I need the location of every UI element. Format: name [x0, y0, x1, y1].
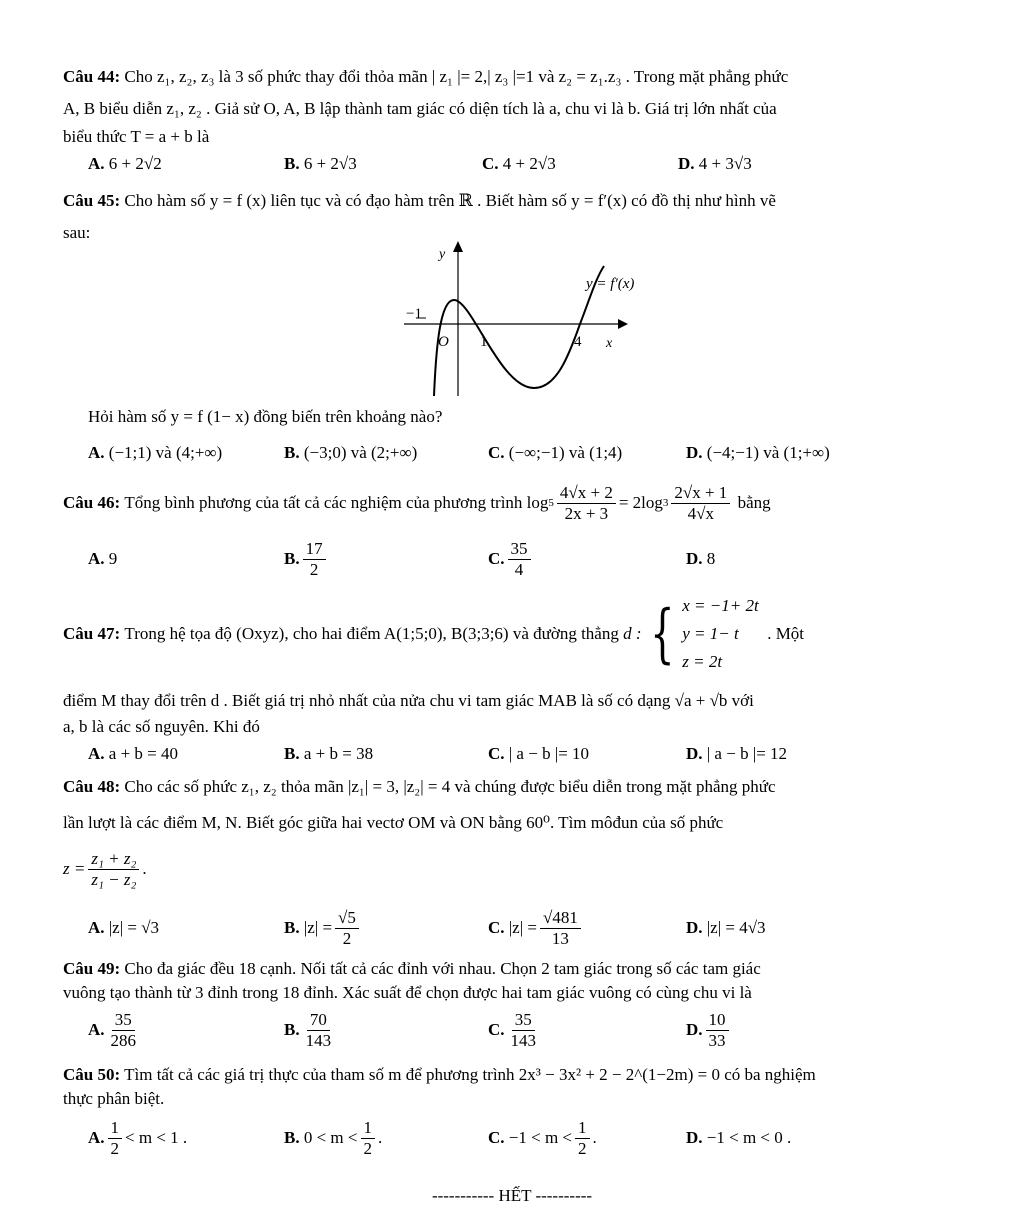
q47-options	[88, 742, 968, 766]
q47-option-c: C. | a − b |= 10	[488, 744, 590, 763]
q45-option-b: B. (−3;0) và (2;+∞)	[284, 443, 418, 462]
q50-text1: Tìm tất cả các giá trị thực của tham số m để phương trình 2x³ − 3x² + 2 − 2^(1−2m) = 0 có ba nghiệm	[124, 1065, 816, 1084]
q46-option-d: D. 8	[686, 549, 716, 568]
q46-frac2: $\frac{2√x + 1}{4√x}$	[671, 484, 730, 523]
q46-label: Câu 46:	[63, 493, 121, 512]
q50-options	[88, 1112, 968, 1164]
q47-prefix: Trong hệ tọa độ (Oxyz), cho hai điểm A(1;5;0), B(3;3;6) và đường thẳng	[124, 624, 619, 643]
q47-label: Câu 47:	[63, 624, 121, 643]
q47-option-b: B. a + b = 38	[284, 744, 374, 763]
q50-option-a: A. $\frac{1}{2}$ < m < 1 .	[88, 1117, 188, 1158]
derivative-graph	[396, 238, 666, 398]
q49-option-a: A. $\frac{35}{286}$	[88, 1009, 137, 1050]
one-label: 1	[480, 334, 488, 350]
q44-options	[88, 152, 968, 176]
q48-option-b: B. |z| = $\frac{√5}{2}$	[284, 909, 488, 948]
q44-line1	[63, 66, 968, 88]
q48-text1: Cho các số phức z₁, z₂ thỏa mãn |z₁| = 3, |z₂| = 4 và chúng được biểu diễn trong mặt phẳng phức	[124, 777, 776, 796]
q48-option-c: C. |z| = $\frac{√481}{13}$	[488, 909, 686, 948]
q45-text1: Cho hàm số y = f (x) liên tục và có đạo hàm trên ℝ . Biết hàm số y = f′(x) có đồ thị như hình vẽ	[124, 191, 776, 210]
y-axis-arrow-icon	[453, 241, 463, 252]
q46-frac1: $\frac{4√x + 2}{2x + 3}$	[557, 484, 616, 523]
q50-option-d: D. −1 < m < 0 .	[686, 1128, 792, 1147]
q48-option-a: A. |z| = √3	[88, 918, 160, 937]
x-axis-arrow-icon	[618, 319, 628, 329]
q48-z: z =	[63, 859, 86, 878]
q49-option-b: B. $\frac{70}{143}$	[284, 1009, 332, 1050]
q45-option-d: D. (−4;−1) và (1;+∞)	[686, 443, 830, 462]
q48-line1	[63, 776, 968, 798]
q49-label: Câu 49:	[63, 959, 121, 978]
q49-line2: vuông tạo thành từ 3 đỉnh trong 18 đỉnh. Xác suất để chọn được hai tam giác vuông có cùng chu vi là	[63, 983, 752, 1002]
brace-icon: {	[649, 597, 675, 671]
origin-label: O	[438, 334, 449, 350]
q45-label: Câu 45:	[63, 191, 121, 210]
curve-label: y = f′(x)	[586, 276, 635, 292]
q48-label: Câu 48:	[63, 777, 121, 796]
q47-option-a: A. a + b = 40	[88, 744, 179, 763]
q47-line1	[63, 590, 968, 678]
q44-label: Câu 44:	[63, 67, 121, 86]
q46-base5: 5	[548, 497, 554, 509]
end-marker: ----------- HẾT ----------	[431, 1186, 593, 1205]
q46-base3: 3	[662, 497, 669, 509]
q48-line2: lần lượt là các điểm M, N. Biết góc giữa hai vectơ OM và ON bằng 60⁰. Tìm môđun của số phức	[63, 813, 724, 832]
neg-one-label: −1	[406, 306, 422, 322]
q48-option-d: D. |z| = 4√3	[686, 918, 766, 937]
q44-option-b: B. 6 + 2√3	[284, 154, 357, 173]
q49-text1: Cho đa giác đều 18 cạnh. Nối tất cả các đỉnh với nhau. Chọn 2 tam giác trong số các tam giác	[124, 959, 761, 978]
x-axis-label: x	[606, 336, 613, 351]
q46-option-c: C. $\frac{35}{4}$	[488, 540, 686, 579]
q46-log5: log	[526, 493, 549, 512]
q45-line3: Hỏi hàm số y = f (1− x) đồng biến trên khoảng nào?	[88, 407, 443, 426]
q44-line2: A, B biểu diễn z₁, z₂ . Giả sử O, A, B lập thành tam giác có diện tích là a, chu vi là b. Giá trị lớn nhất của	[63, 99, 777, 118]
q49-line1	[63, 958, 968, 980]
q46-options	[88, 534, 968, 584]
q48-line3: z = $\frac{\text{z₁ + z₂}}{\text{z₁ − z₂}}$ .	[63, 848, 147, 889]
q48-z-frac: $\frac{\text{z₁ + z₂}}{\text{z₁ − z₂}}$	[88, 850, 139, 889]
q45-option-c: C. (−∞;−1) và (1;4)	[488, 443, 623, 462]
q47-line2: điểm M thay đổi trên d . Biết giá trị nhỏ nhất của nửa chu vi tam giác MAB là số có dạng √a + √b với	[63, 691, 754, 710]
q44-option-d: D. 4 + 3√3	[678, 154, 752, 173]
derivative-curve	[434, 266, 604, 396]
q47-option-d: D. | a − b |= 12	[686, 744, 788, 763]
q47-mot: . Một	[767, 624, 805, 643]
q50-line1	[63, 1064, 968, 1086]
y-axis-label: y	[439, 247, 446, 262]
q46-option-a: A. 9	[88, 549, 118, 568]
q50-line2: thực phân biệt.	[63, 1089, 165, 1108]
q47-d: d :	[623, 624, 642, 643]
q49-option-c: C. $\frac{35}{143}$	[488, 1009, 537, 1050]
q44-option-a: A. 6 + 2√2	[88, 154, 162, 173]
q44-line3: biểu thức T = a + b là	[63, 127, 210, 146]
q47-line3: a, b là các số nguyên. Khi đó	[63, 717, 260, 736]
q45-line1	[63, 190, 968, 212]
q45-option-a: A. (−1;1) và (4;+∞)	[88, 443, 223, 462]
q46-prefix: Tổng bình phương của tất cả các nghiệm của phương trình	[124, 493, 523, 512]
q45-options	[88, 440, 968, 466]
q44-text1: Cho z₁, z₂, z₃ là 3 số phức thay đổi thỏa mãn | z₁ |= 2,| z₃ |=1 và z₂ = z₁.z₃ . Trong mặt phẳng phức	[124, 67, 789, 86]
q49-options	[88, 1004, 968, 1056]
q45-line2: sau:	[63, 223, 91, 242]
q50-option-c: C. −1 < m < $\frac{1}{2}$ .	[488, 1117, 597, 1158]
q50-option-b: B. 0 < m < $\frac{1}{2}$ .	[284, 1117, 383, 1158]
q46-line1	[63, 478, 968, 528]
q46-option-b: B. $\frac{17}{2}$	[284, 540, 488, 579]
q44-option-c: C. 4 + 2√3	[482, 154, 556, 173]
q47-system: { x = −1+ 2t y = 1− t z = 2t	[649, 596, 759, 671]
four-label: 4	[574, 334, 582, 350]
q49-option-d: D. $\frac{10}{33}$	[686, 1011, 732, 1050]
q46-eq: = 2log	[618, 493, 663, 512]
q46-suffix: bằng	[737, 493, 771, 512]
q48-options	[88, 902, 968, 954]
q50-label: Câu 50:	[63, 1065, 121, 1084]
